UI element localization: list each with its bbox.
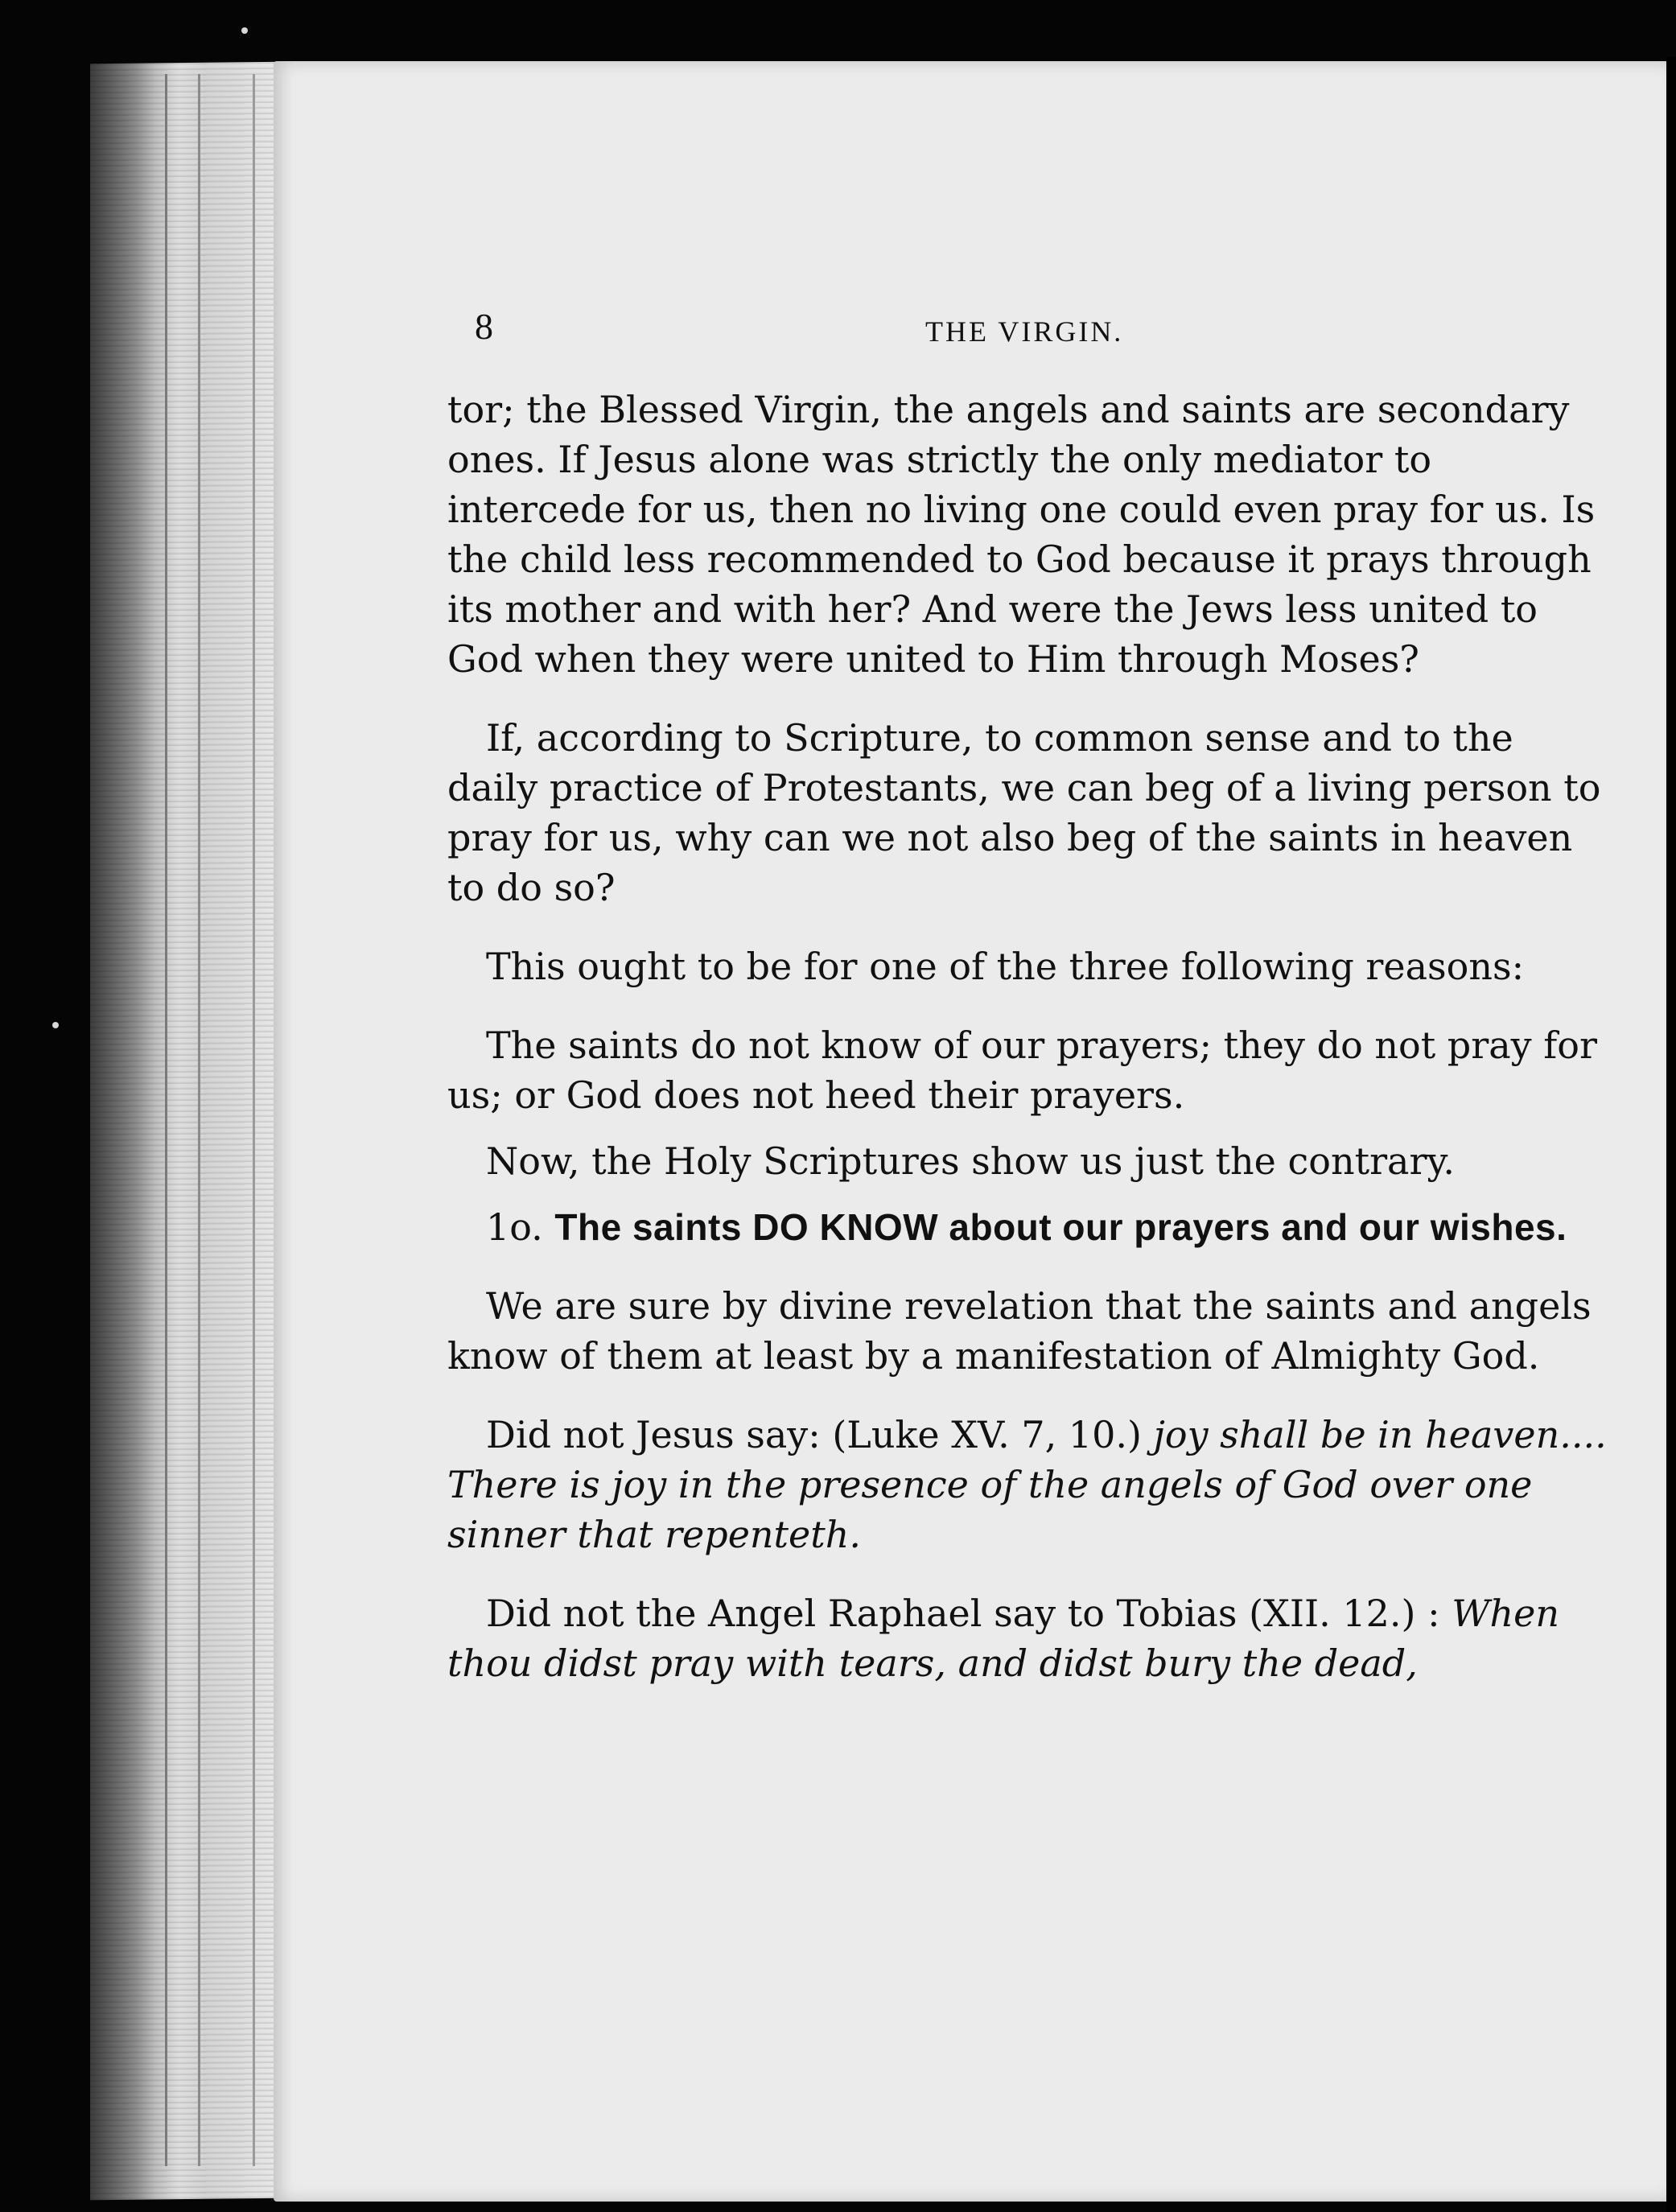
heading-number: 1o. (486, 1205, 543, 1249)
paragraph: If, according to Scripture, to common sense and to the daily practice of Protestants, we can beg of a living person to pray for us, why can we not also beg of the saints in heaven to do so? (447, 716, 1601, 909)
paragraph: Now, the Holy Scriptures show us just the contrary. (486, 1139, 1455, 1183)
paragraph: We are sure by divine revelation that the saints and angels know of them at least by a manifestation of Almighty God. (447, 1284, 1592, 1378)
page-edge-line (253, 74, 255, 2166)
paragraph: This ought to be for one of the three following reasons: (486, 945, 1525, 988)
paragraph (447, 1410, 1614, 1559)
scripture-quote: joy shall be in heaven.... There is joy in the presence of the angels of God over one sinner that repenteth. (447, 1413, 1607, 1556)
paragraph-lead: Did not Jesus say: (Luke XV. 7, 10.) (486, 1413, 1142, 1456)
page-text (447, 307, 1614, 1688)
page-binding-shadow (1666, 56, 1676, 2212)
scan-speck (52, 1022, 59, 1028)
running-head (447, 307, 1614, 365)
scan-speck (241, 27, 248, 34)
running-title: THE VIRGIN. (925, 315, 1124, 348)
paragraph: The saints do not know of our prayers; they do not pray for us; or God does not heed their prayers. (447, 1024, 1597, 1117)
page-number: 8 (475, 306, 493, 347)
page-edge-line (165, 74, 167, 2166)
paragraph: tor; the Blessed Virgin, the angels and saints are secondary ones. If Jesus alone was strictly the only mediator to intercede for us, then no living one could even pray for us. Is the child less recommended to God because it prays through its mother and with her? And were the Jews less united to God when they were united to Him through Moses? (447, 388, 1596, 681)
paragraph-lead: Did not the Angel Raphael say to Tobias (XII. 12.) : (486, 1592, 1440, 1635)
scripture-quote: When thou didst pray with tears, and didst bury the dead, (447, 1592, 1560, 1685)
section-heading (447, 1202, 1614, 1252)
paragraph (447, 1588, 1614, 1688)
page-edge-line (198, 74, 200, 2166)
heading-text: The saints DO KNOW about our prayers and our wishes. (554, 1206, 1567, 1248)
